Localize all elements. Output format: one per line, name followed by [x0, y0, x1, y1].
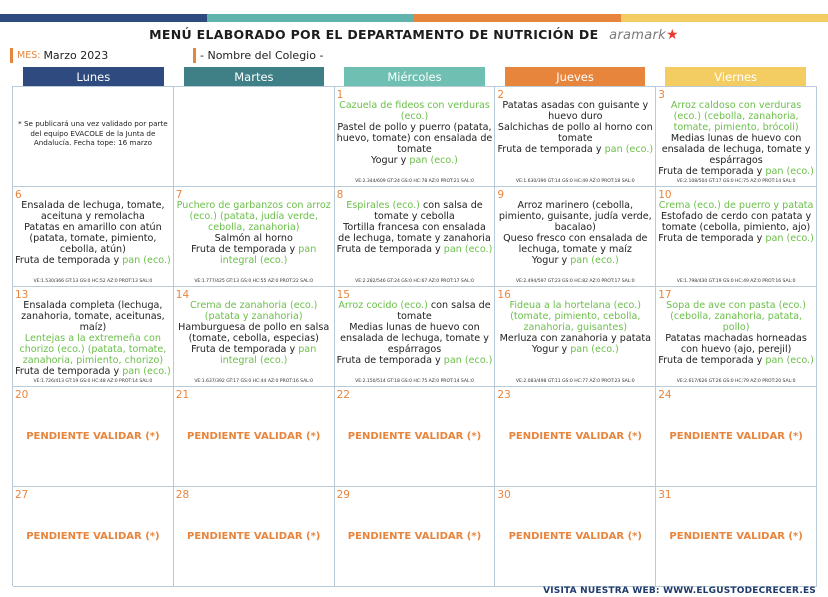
day-number: 10 [658, 189, 672, 201]
eco-highlight: pan (eco.) [409, 155, 458, 166]
day-number: 7 [175, 189, 183, 201]
top-color-bar [0, 14, 828, 22]
menu-dishes [658, 300, 814, 376]
top-bar-segment-blue [0, 14, 207, 22]
dish-line: Espirales (eco.) con salsa de tomate y cebolla [346, 200, 483, 222]
month-value: Marzo 2023 [43, 48, 109, 62]
day-number: 31 [658, 489, 672, 501]
menu-dishes [658, 200, 814, 276]
day-number: 1 [336, 89, 344, 101]
day-cell [335, 87, 496, 187]
dish-line: Fruta de temporada y pan (eco.) [497, 144, 654, 155]
dish-line: Ensalada completa (lechuga, zanahoria, tomate, aceitunas, maíz) [21, 300, 165, 333]
day-cell [174, 287, 335, 387]
pending-validation-label: PENDIENTE VALIDAR (*) [26, 431, 160, 442]
dish-line: Patatas asadas con guisante y huevo duro [502, 100, 649, 122]
menu-dishes [497, 100, 653, 176]
top-bar-segment-yellow [621, 14, 828, 22]
nutrition-info: VE:2.150/514 GT:18 GS:0 HC:75 AZ:0 PROT:14 SAL:0 [355, 379, 474, 384]
nutrition-info: VE:1.798/430 GT:19 GS:0 HC:49 AZ:0 PROT:16 SAL:0 [676, 279, 796, 284]
eco-highlight: Arroz caldoso con verduras (eco.) (cebolla, zanahoria, tomate, pimiento, brócoli) [670, 100, 802, 133]
pending-validation-label: PENDIENTE VALIDAR (*) [508, 531, 642, 542]
day-number: 23 [497, 389, 511, 401]
day-cell [495, 487, 656, 587]
dish-line: Patatas en amarillo con atún (patata, tomate, pimiento, cebolla, atún) [24, 222, 162, 255]
eco-highlight: pan (eco.) [765, 233, 814, 244]
month-marker [10, 48, 13, 63]
star-icon: ★ [665, 27, 679, 43]
dish-line: Fruta de temporada y pan (eco.) [15, 366, 171, 377]
menu-dishes [15, 300, 171, 376]
dish-line [658, 200, 814, 211]
eco-highlight: pan (eco.) [443, 355, 493, 366]
day-cell [656, 487, 817, 587]
day-header-miércoles: Miércoles [344, 67, 485, 86]
dish-line: Salchichas de pollo al horno con tomate [497, 122, 653, 144]
day-header-lunes: Lunes [23, 67, 164, 86]
dish-line: Yogur y pan (eco.) [371, 155, 458, 166]
school-field [193, 47, 323, 63]
day-cell [174, 387, 335, 487]
month-label: MES: [17, 49, 41, 61]
dish-line: Fruta de temporada y pan (eco.) [658, 355, 814, 366]
dish-line: Fruta de temporada y pan integral (eco.) [191, 244, 317, 266]
menu-dishes [337, 200, 493, 276]
pending-validation-label: PENDIENTE VALIDAR (*) [347, 431, 482, 442]
dish-line: Arroz marinero (cebolla, pimiento, guisante, judía verde, bacalao) [498, 200, 652, 233]
school-name: - Nombre del Colegio - [200, 48, 324, 62]
eco-highlight: pan (eco.) [570, 344, 619, 355]
menu-dishes [337, 100, 493, 176]
dish-line: Fruta de temporada y pan (eco.) [336, 244, 493, 255]
nutrition-info: VE:1.726/413 GT:19 GS:0 HC:48 AZ:0 PROT:14 SAL:0 [33, 379, 153, 384]
day-cell [335, 487, 496, 587]
day-number: 17 [658, 289, 672, 301]
day-number: 8 [336, 189, 344, 201]
page-title [0, 27, 828, 43]
day-cell [495, 87, 656, 187]
dish-line: Estofado de cerdo con patata y tomate (cebolla, pimiento, ajo) [660, 211, 812, 233]
day-number: 15 [336, 289, 350, 301]
menu-calendar-grid [12, 86, 817, 586]
day-cell [656, 287, 817, 387]
eco-highlight: pan (eco.) [765, 355, 814, 366]
dish-line [497, 300, 653, 333]
nutrition-info: VE:2.494/597 GT:23 GS:0 HC:82 AZ:0 PROT:17 SAL:0 [515, 279, 635, 284]
day-header-martes: Martes [184, 67, 325, 86]
day-cell [495, 187, 656, 287]
menu-dishes [497, 200, 653, 276]
day-cell [656, 187, 817, 287]
validation-note: * Se publicará una vez validado por parte del equipo EVACOLE de la Junta de Andalucía. Fecha tope: 16 marzo [18, 119, 168, 147]
day-cell [495, 387, 656, 487]
dish-line: Fruta de temporada y pan integral (eco.) [191, 344, 317, 366]
day-number: 9 [497, 189, 505, 201]
menu-dishes [176, 200, 332, 276]
footer-website[interactable]: VISITA NUESTRA WEB: WWW.ELGUSTODECRECER.ES [543, 586, 816, 596]
weekday-headers [13, 67, 816, 86]
dish-line: Patatas machadas horneadas con huevo (ajo, perejil) [665, 333, 807, 355]
eco-highlight: pan (eco.) [570, 255, 619, 266]
day-cell [13, 487, 174, 587]
eco-highlight: pan (eco.) [604, 144, 654, 155]
dish-line: Fruta de temporada y pan (eco.) [658, 166, 814, 177]
eco-highlight: pan (eco.) [765, 166, 814, 177]
day-cell [13, 87, 174, 187]
month-field [10, 47, 108, 63]
menu-dishes [15, 200, 171, 276]
nutrition-info: VE:1.637/392 GT:17 GS:0 HC:44 AZ:0 PROT:16 SAL:0 [194, 379, 314, 384]
title-text: MENÚ ELABORADO POR EL DEPARTAMENTO DE NUTRICIÓN DE [149, 27, 599, 42]
aramark-logo: aramark [609, 28, 666, 43]
day-cell [13, 287, 174, 387]
day-number: 28 [175, 489, 190, 501]
eco-highlight: Espirales (eco.) [346, 200, 420, 211]
nutrition-info: VE:1.777/425 GT:13 GS:0 HC:55 AZ:0 PROT:22 SAL:0 [194, 279, 314, 284]
eco-highlight: pan (eco.) [443, 244, 493, 255]
dish-line: Yogur y pan (eco.) [531, 344, 619, 355]
dish-line: Fruta de temporada y pan (eco.) [658, 233, 814, 244]
pending-validation-label: PENDIENTE VALIDAR (*) [26, 531, 160, 542]
top-bar-segment-teal [207, 14, 414, 22]
day-number: 14 [175, 289, 190, 301]
eco-highlight: pan integral (eco.) [219, 244, 317, 266]
nutrition-info: VE:2.083/498 GT:11 GS:0 HC:77 AZ:0 PROT:23 SAL:0 [515, 379, 635, 384]
day-cell [13, 387, 174, 487]
nutrition-info: VE:2.282/546 GT:24 GS:0 HC:67 AZ:0 PROT:17 SAL:0 [355, 279, 474, 284]
nutrition-info: VE:2.617/626 GT:26 GS:0 HC:79 AZ:0 PROT:20 SAL:0 [676, 379, 796, 384]
day-number: 20 [15, 389, 29, 401]
dish-line: Yogur y pan (eco.) [531, 255, 619, 266]
eco-highlight: pan integral (eco.) [219, 344, 317, 366]
nutrition-info: VE:2.344/609 GT:24 GS:0 HC:78 AZ:0 PROT:21 SAL:0 [355, 179, 474, 184]
day-cell [335, 287, 496, 387]
dish-line [658, 300, 814, 333]
day-cell [335, 387, 496, 487]
menu-dishes [337, 300, 493, 376]
dish-line [176, 300, 332, 322]
dish-line: Ensalada de lechuga, tomate, aceituna y remolacha [21, 200, 165, 222]
dish-line [176, 200, 332, 233]
day-number: 21 [175, 389, 190, 401]
day-number: 27 [15, 489, 29, 501]
eco-highlight: Crema (eco.) de puerro y patata [658, 200, 814, 211]
day-number: 13 [15, 289, 29, 301]
pending-validation-label: PENDIENTE VALIDAR (*) [508, 431, 642, 442]
day-header-viernes: Viernes [665, 67, 806, 86]
eco-highlight: Puchero de garbanzos con arroz (eco.) (patata, judía verde, cebolla, zanahoria) [176, 200, 331, 233]
day-cell [174, 187, 335, 287]
nutrition-info: VE:1.530/366 GT:13 GS:0 HC:52 AZ:0 PROT:13 SAL:0 [33, 279, 153, 284]
school-marker [193, 48, 196, 63]
menu-dishes [658, 100, 814, 176]
dish-line: Pastel de pollo y puerro (patata, huevo, tomate) con ensalada de tomate [336, 122, 493, 155]
nutrition-info: VE:2.108/504 GT:17 GS:0 HC:75 AZ:0 PROT:14 SAL:0 [676, 179, 796, 184]
day-number: 30 [497, 489, 511, 501]
day-cell [335, 187, 496, 287]
eco-highlight: pan (eco.) [122, 366, 171, 377]
pending-validation-label: PENDIENTE VALIDAR (*) [187, 431, 321, 442]
day-cell [174, 87, 335, 187]
eco-highlight: pan (eco.) [122, 255, 171, 266]
day-cell [656, 387, 817, 487]
eco-highlight: Crema de zanahoria (eco.) (patata y zanahoria) [189, 300, 318, 322]
menu-dishes [497, 300, 653, 376]
eco-highlight: Fideua a la hortelana (eco.) (tomate, pimiento, cebolla, zanahoria, guisantes) [509, 300, 642, 333]
pending-validation-label: PENDIENTE VALIDAR (*) [669, 431, 803, 442]
dish-line: Fruta de temporada y pan (eco.) [336, 355, 493, 366]
day-header-jueves: Jueves [505, 67, 646, 86]
dish-line [658, 100, 814, 133]
dish-line: Hamburguesa de pollo en salsa (tomate, cebolla, especias) [178, 322, 330, 344]
dish-line [337, 100, 493, 122]
dish-line: Fruta de temporada y pan (eco.) [15, 255, 171, 266]
pending-validation-label: PENDIENTE VALIDAR (*) [187, 531, 321, 542]
day-number: 16 [497, 289, 511, 301]
eco-highlight: Arroz cocido (eco.) [338, 300, 428, 311]
eco-highlight: Lentejas a la extremeña con chorizo (eco.) (patata, tomate, zanahoria, pimiento, chorizo) [19, 333, 167, 366]
day-cell [13, 187, 174, 287]
day-number: 22 [336, 389, 350, 401]
dish-line: Arroz cocido (eco.) con salsa de tomate [338, 300, 491, 322]
dish-line: Tortilla francesa con ensalada de lechuga, tomate y zanahoria [338, 222, 491, 244]
day-cell [656, 87, 817, 187]
day-cell [495, 287, 656, 387]
dish-line: Medias lunas de huevo con ensalada de lechuga, tomate y espárragos [661, 133, 811, 166]
dish-line: Queso fresco con ensalada de lechuga, tomate y maíz [503, 233, 648, 255]
day-cell [174, 487, 335, 587]
pending-validation-label: PENDIENTE VALIDAR (*) [669, 531, 803, 542]
nutrition-info: VE:1.630/390 GT:14 GS:0 HC:49 AZ:0 PROT:18 SAL:0 [515, 179, 635, 184]
day-number: 29 [336, 489, 350, 501]
eco-highlight: Cazuela de fideos con verduras (eco.) [339, 100, 490, 122]
dish-line [15, 333, 171, 366]
dish-line: Medias lunas de huevo con ensalada de lechuga, tomate y espárragos [340, 322, 489, 355]
top-bar-segment-orange [414, 14, 621, 22]
eco-highlight: Sopa de ave con pasta (eco.) (cebolla, zanahoria, patata, pollo) [666, 300, 807, 333]
day-number: 3 [658, 89, 665, 101]
day-number: 24 [658, 389, 672, 401]
pending-validation-label: PENDIENTE VALIDAR (*) [347, 531, 482, 542]
day-number: 6 [15, 189, 22, 201]
menu-dishes [176, 300, 332, 376]
dish-line: Merluza con zanahoria y patata [499, 333, 652, 344]
day-number: 2 [497, 89, 505, 101]
dish-line: Salmón al horno [214, 233, 293, 244]
